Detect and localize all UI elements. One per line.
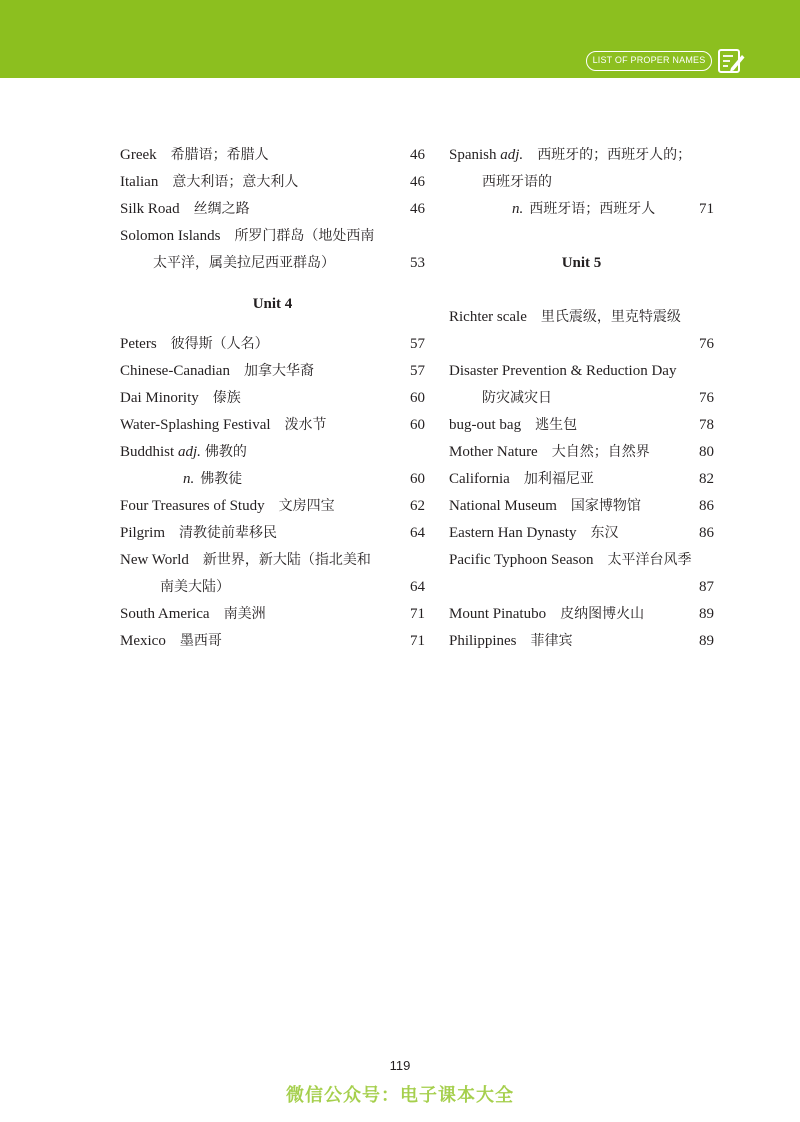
left-column [120, 142, 425, 655]
list-item-continuation: 76 [699, 336, 714, 352]
list-item: Spanish adj. 西班牙的；西班牙人的； [449, 147, 692, 163]
list-item: Italian 意大利语；意大利人 46 [120, 174, 425, 190]
unit-heading: Unit 4 [252, 296, 293, 312]
list-item: Pilgrim 清教徒前辈移民 64 [120, 525, 425, 541]
section-label: LIST OF PROPER NAMES [586, 51, 712, 71]
list-item: Water-Splashing Festival 泼水节 60 [120, 417, 425, 433]
list-item: Mexico 墨西哥 71 [120, 633, 425, 649]
list-item: Silk Road 丝绸之路 46 [120, 201, 425, 217]
list-item: South America 南美洲 71 [120, 606, 425, 622]
list-item: Mount Pinatubo 皮纳图博火山 89 [449, 606, 714, 622]
list-item-continuation: 太平洋，属美拉尼西亚群岛） 53 [153, 255, 425, 271]
list-item: Richter scale 里氏震级，里克特震级 [449, 309, 681, 325]
right-column [449, 142, 714, 655]
list-item: bug-out bag 逃生包 78 [449, 417, 714, 433]
list-item: Philippines 菲律宾 89 [449, 633, 714, 649]
notepad-pencil-icon [716, 47, 746, 75]
list-item: Disaster Prevention & Reduction Day [449, 363, 677, 379]
list-item: Chinese-Canadian 加拿大华裔 57 [120, 363, 425, 379]
list-item-continuation: 南美大陆） 64 [160, 579, 425, 595]
spacer [449, 223, 714, 250]
list-item: Dai Minority 傣族 60 [120, 390, 425, 406]
unit-heading: Unit 5 [561, 255, 602, 271]
list-item-continuation: n. 佛教徒 60 [183, 471, 425, 487]
list-item: Greek 希腊语；希腊人 46 [120, 147, 425, 163]
list-item-continuation: 西班牙语的 [482, 174, 552, 190]
list-item: Pacific Typhoon Season 太平洋台风季 [449, 552, 692, 568]
list-item-continuation: 87 [699, 579, 714, 595]
list-item: Peters 彼得斯（人名） 57 [120, 336, 425, 352]
list-item-continuation: 防灾减灾日 76 [482, 390, 714, 406]
watermark: 微信公众号：电子课本大全 [286, 1085, 514, 1106]
list-item: National Museum 国家博物馆 86 [449, 498, 714, 514]
list-item: Solomon Islands 所罗门群岛（地处西南 [120, 228, 375, 244]
list-item-continuation: n. 西班牙语；西班牙人 71 [512, 201, 714, 217]
list-item: California 加利福尼亚 82 [449, 471, 714, 487]
list-item: Buddhist adj. 佛教的 [120, 444, 247, 460]
page-number: 119 [389, 1058, 411, 1073]
list-item: New World 新世界，新大陆（指北美和 [120, 552, 371, 568]
list-item: Mother Nature 大自然；自然界 80 [449, 444, 714, 460]
list-item: Four Treasures of Study 文房四宝 62 [120, 498, 425, 514]
list-item: Eastern Han Dynasty 东汉 86 [449, 525, 714, 541]
